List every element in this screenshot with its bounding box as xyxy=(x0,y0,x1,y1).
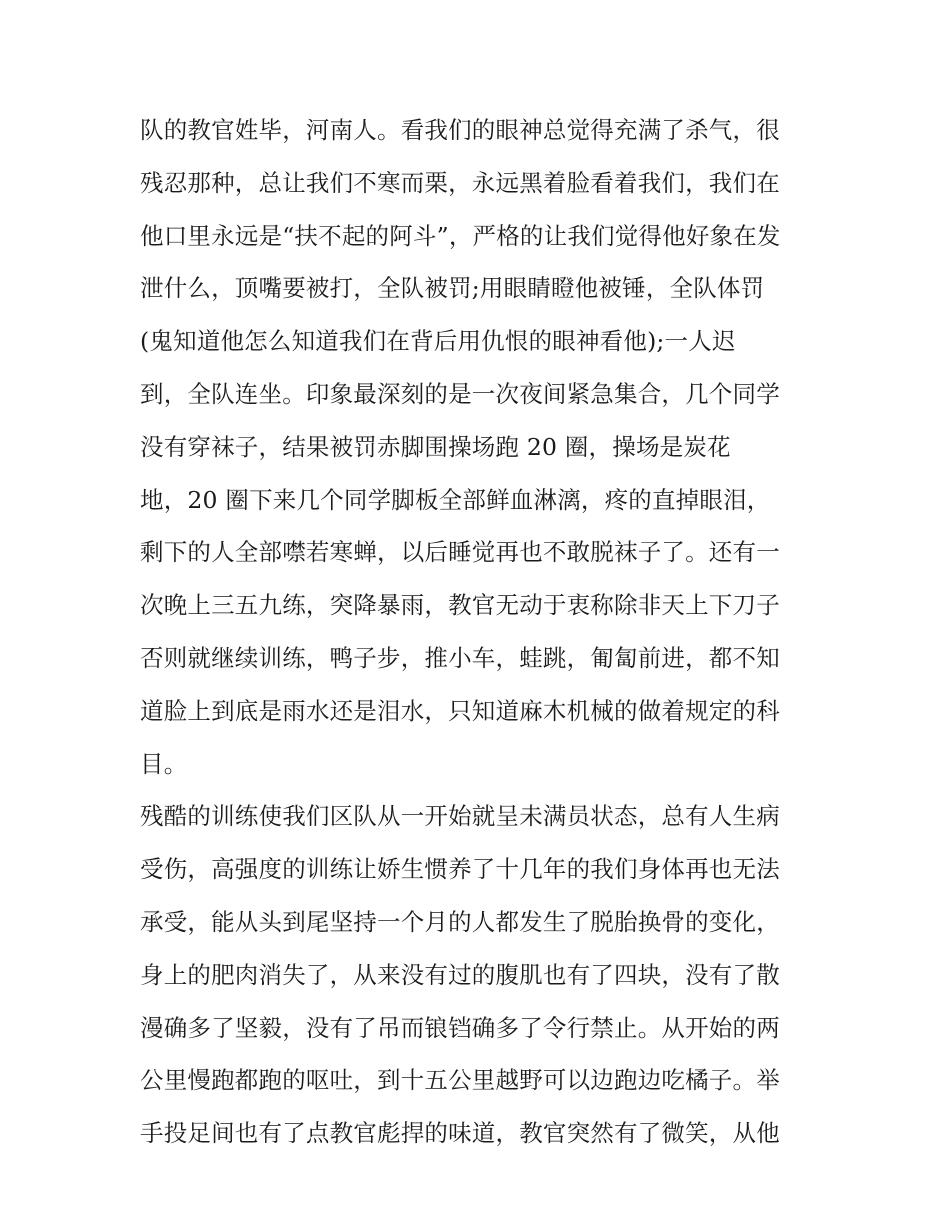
text-line: 残忍那种，总让我们不寒而栗，永远黑着脸看着我们，我们在 xyxy=(140,168,780,197)
text-line: 次晚上三五九练，突降暴雨，教官无动于衷称除非天上下刀子 xyxy=(140,591,780,620)
text-line: 承受，能从头到尾坚持一个月的人都发生了脱胎换骨的变化， xyxy=(140,907,780,936)
text-line: 残酷的训练使我们区队从一开始就呈未满员状态，总有人生病 xyxy=(140,802,780,831)
text-line: 公里慢跑都跑的呕吐，到十五公里越野可以边跑边吃橘子。举 xyxy=(140,1066,780,1095)
text-line: 受伤，高强度的训练让娇生惯养了十几年的我们身体再也无法 xyxy=(140,855,780,884)
text-line: 道脸上到底是雨水还是泪水，只知道麻木机械的做着规定的科 xyxy=(140,696,780,725)
text-line: 泄什么，顶嘴要被打，全队被罚;用眼睛瞪他被锤，全队体罚 xyxy=(140,274,765,303)
text-line: 否则就继续训练，鸭子步，推小车，蛙跳，匍匐前进，都不知 xyxy=(140,643,780,672)
text-line: 地，20 圈下来几个同学脚板全部鲜血淋漓，疼的直掉眼泪， xyxy=(140,485,771,514)
text-line: 漫确多了坚毅，没有了吊而锒铛确多了令行禁止。从开始的两 xyxy=(140,1013,780,1042)
text-line: 身上的肥肉消失了，从来没有过的腹肌也有了四块，没有了散 xyxy=(140,960,780,989)
text-line: 他口里永远是“扶不起的阿斗”，严格的让我们觉得他好象在发 xyxy=(140,221,781,250)
text-line: 没有穿袜子，结果被罚赤脚围操场跑 20 圈，操场是炭花 xyxy=(140,432,731,461)
text-line: 队的教官姓毕，河南人。看我们的眼神总觉得充满了杀气，很 xyxy=(140,116,780,144)
body-text xyxy=(140,104,820,1160)
text-line: (鬼知道他怎么知道我们在背后用仇恨的眼神看他);一人迟 xyxy=(140,327,736,356)
text-line: 目。 xyxy=(140,749,188,778)
text-line: 手投足间也有了点教官彪捍的味道，教官突然有了微笑，从他 xyxy=(140,1119,780,1148)
text-line: 剩下的人全部噤若寒蝉，以后睡觉再也不敢脱袜子了。还有一 xyxy=(140,538,780,567)
text-line: 到，全队连坐。印象最深刻的是一次夜间紧急集合，几个同学 xyxy=(140,379,780,408)
